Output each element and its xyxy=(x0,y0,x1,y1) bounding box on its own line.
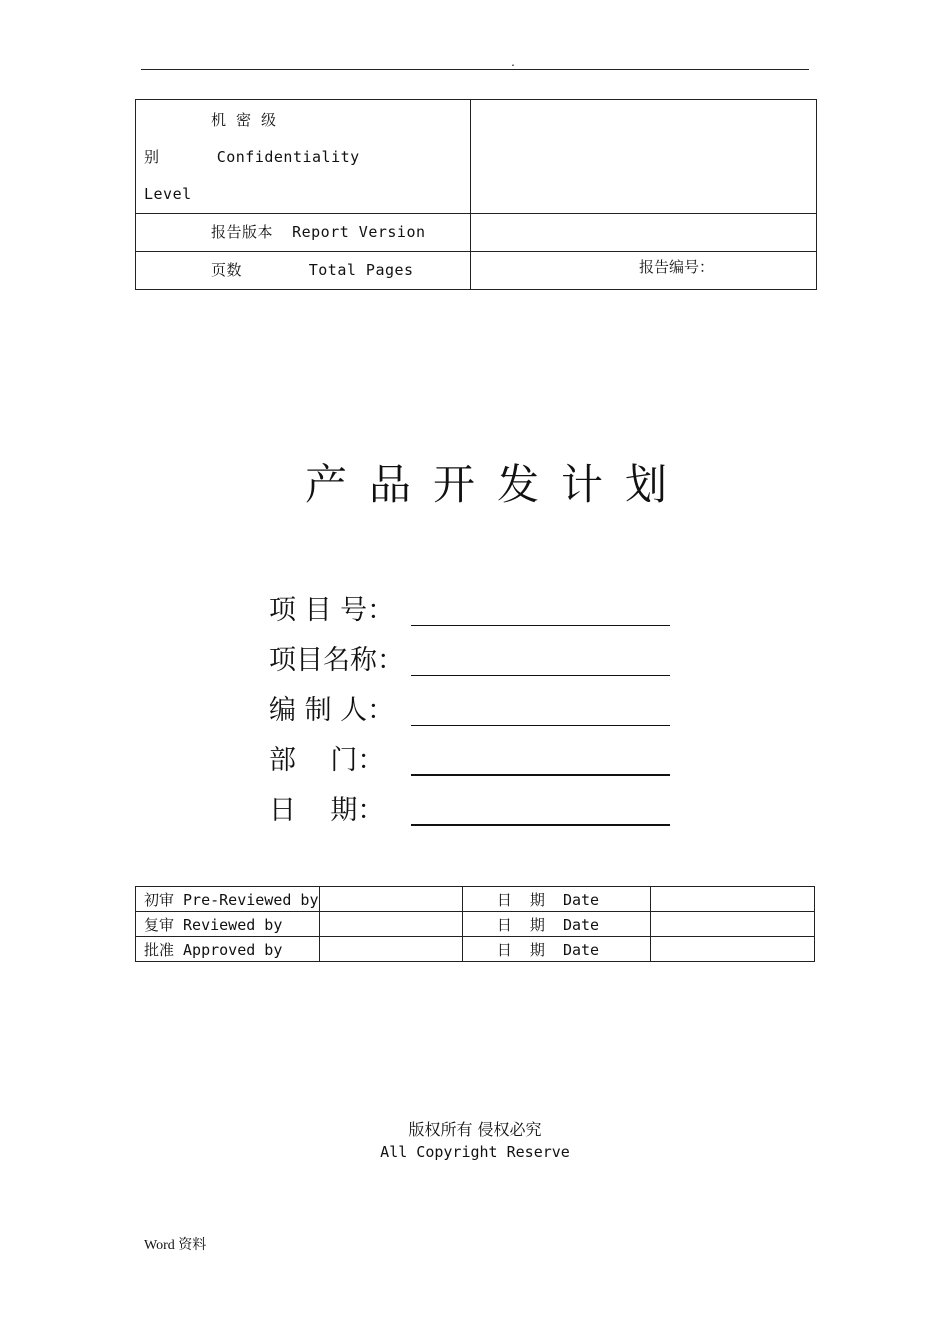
reviewed-date-value-cell[interactable] xyxy=(651,912,815,937)
project-number-label: 项 目 号： xyxy=(269,595,395,626)
date-label: 日 期： xyxy=(269,795,385,826)
total-pages-label-cell xyxy=(136,252,471,290)
confidentiality-row xyxy=(136,100,817,214)
approved-value-cell[interactable] xyxy=(319,937,462,962)
author-label: 编 制 人： xyxy=(269,695,395,726)
confidentiality-label-cn: 机 密 级 别 xyxy=(144,111,277,166)
total-pages-label-cn: 页数 xyxy=(211,261,243,279)
review-row-reviewed xyxy=(136,912,815,937)
footer-text: Word 资料 xyxy=(144,1238,207,1253)
header-dot: . xyxy=(510,58,517,69)
copyright-cn: 版权所有 侵权必究 xyxy=(408,1120,542,1139)
copyright-en: All Copyright Reserve xyxy=(380,1143,570,1161)
pre-reviewed-date-value-cell[interactable] xyxy=(651,887,815,912)
project-name-input-line[interactable] xyxy=(411,675,670,676)
confidentiality-value-cell[interactable] xyxy=(471,100,817,214)
project-name-label: 项目名称： xyxy=(269,645,404,676)
total-pages-row xyxy=(136,252,817,290)
pre-reviewed-label: 初审 Pre-Reviewed by xyxy=(136,887,320,912)
confidentiality-label-en: Confidentiality xyxy=(216,148,360,166)
report-number-label: 报告编号： xyxy=(639,258,715,276)
report-version-value-cell[interactable] xyxy=(471,214,817,252)
review-table xyxy=(135,886,815,962)
author-input-line[interactable] xyxy=(411,725,670,726)
approved-date-label: 日 期 Date xyxy=(462,937,651,962)
reviewed-date-label: 日 期 Date xyxy=(462,912,651,937)
approved-label: 批准 Approved by xyxy=(136,937,320,962)
confidentiality-label-cell xyxy=(136,100,471,214)
department-label: 部 门： xyxy=(269,745,385,776)
review-row-pre-reviewed xyxy=(136,887,815,912)
project-number-input-line[interactable] xyxy=(411,625,670,626)
department-input-line[interactable] xyxy=(411,774,670,776)
total-pages-label-en: Total Pages xyxy=(308,261,414,279)
review-row-approved xyxy=(136,937,815,962)
confidentiality-label-en-level: Level xyxy=(144,185,192,203)
report-version-label-en: Report Version xyxy=(292,223,426,241)
approved-date-value-cell[interactable] xyxy=(651,937,815,962)
pre-reviewed-date-label: 日 期 Date xyxy=(462,887,651,912)
document-info-table xyxy=(135,99,817,290)
report-version-row xyxy=(136,214,817,252)
reviewed-label: 复审 Reviewed by xyxy=(136,912,320,937)
report-version-label-cell xyxy=(136,214,471,252)
document-title: 产品开发计划 xyxy=(304,460,689,509)
reviewed-value-cell[interactable] xyxy=(319,912,462,937)
date-input-line[interactable] xyxy=(411,824,670,826)
pre-reviewed-value-cell[interactable] xyxy=(319,887,462,912)
report-version-label-cn: 报告版本 xyxy=(211,223,274,241)
header-rule xyxy=(141,69,809,70)
